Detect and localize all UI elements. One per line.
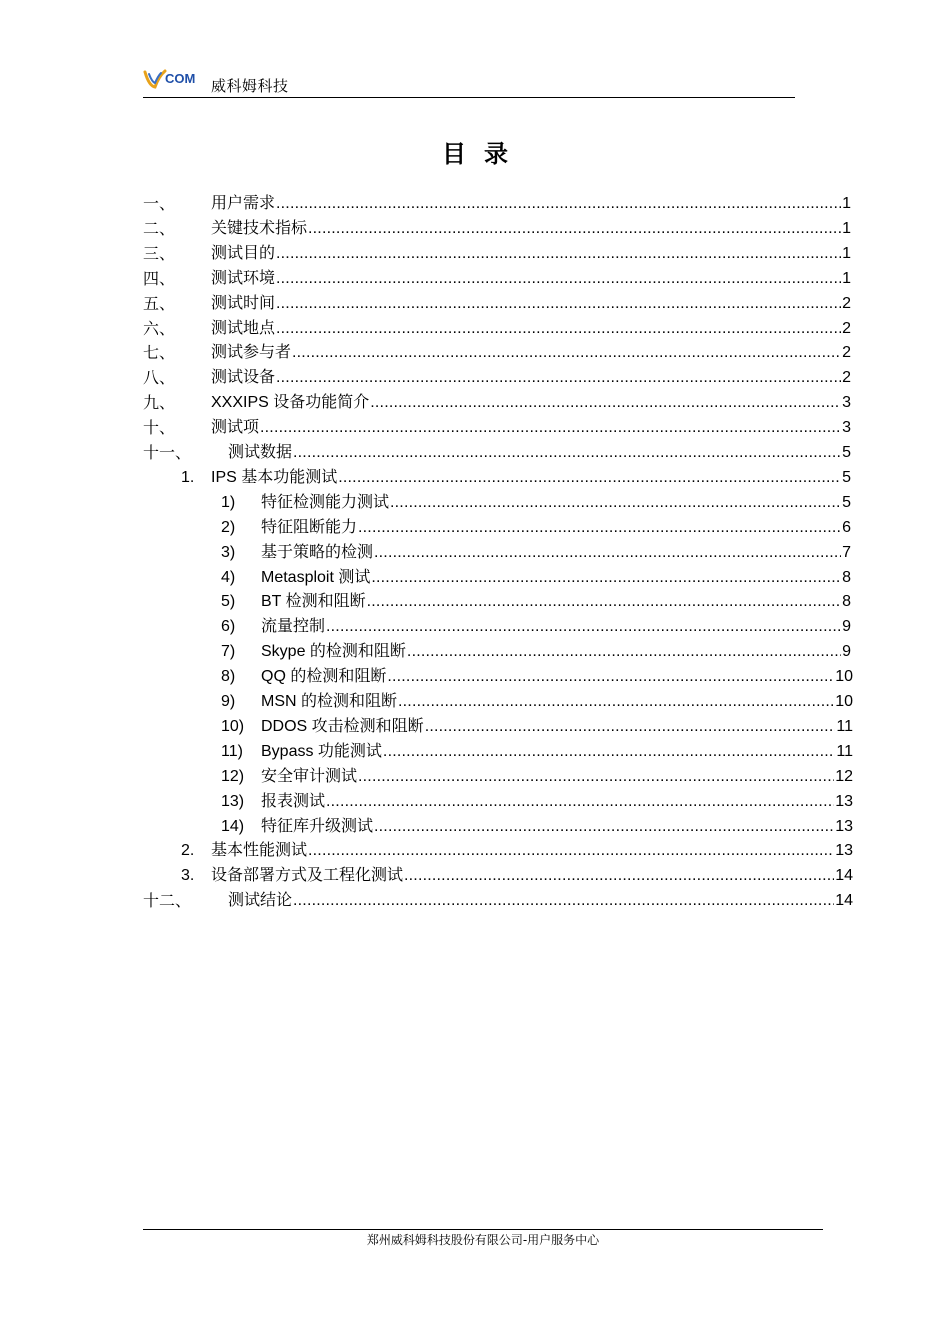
toc-entry-page: 5 <box>842 444 851 461</box>
toc-entry-number: 十二、 <box>143 891 192 911</box>
toc-entry-number: 6) <box>221 618 236 636</box>
toc-entry-page: 2 <box>842 294 851 312</box>
toc-entry-number: 八、 <box>143 368 176 388</box>
toc-entry-label: 测试时间 <box>211 294 276 312</box>
page-header <box>143 66 795 98</box>
toc-leader-dots <box>326 617 841 637</box>
toc-entry[interactable] <box>221 812 853 837</box>
toc-entry-page: 1 <box>842 219 851 237</box>
toc-entry-number: 七、 <box>143 343 176 363</box>
toc-entry-page: 7 <box>842 543 851 561</box>
toc-entry-label: 安全审计测试 <box>261 767 358 785</box>
vcom-logo <box>143 68 209 90</box>
toc-entry[interactable] <box>221 587 851 612</box>
toc-entry-number: 四、 <box>143 268 176 288</box>
toc-entry-label: 报表测试 <box>261 792 326 810</box>
toc-entry-label: 测试设备 <box>211 369 276 387</box>
toc-leader-dots <box>276 269 841 289</box>
toc-leader-dots <box>374 817 834 837</box>
toc-entry[interactable] <box>143 289 851 314</box>
toc-entry[interactable] <box>143 438 851 463</box>
toc-entry-page: 5 <box>842 468 851 486</box>
toc-leader-dots <box>390 493 841 513</box>
toc-entry-page: 12 <box>835 767 853 785</box>
toc-entry-page: 9 <box>842 618 851 636</box>
toc-entry-label: 用户需求 <box>211 195 276 212</box>
toc-leader-dots <box>358 767 834 787</box>
toc-entry[interactable] <box>143 886 853 911</box>
toc-leader-dots <box>425 717 836 737</box>
toc-leader-dots <box>293 891 834 911</box>
toc-entry-label: 基本性能测试 <box>211 842 308 860</box>
toc-entry[interactable] <box>221 662 853 687</box>
toc-entry-label: 特征阻断能力 <box>261 518 358 536</box>
toc-entry-page: 10 <box>835 668 853 686</box>
toc-entry-number: 2. <box>181 842 195 860</box>
toc-entry-page: 8 <box>842 568 851 586</box>
toc-leader-dots <box>387 667 834 687</box>
toc-leader-dots <box>293 443 841 463</box>
toc-entry-number: 十、 <box>143 418 176 438</box>
toc-entry[interactable] <box>221 563 851 588</box>
toc-leader-dots <box>338 468 841 488</box>
toc-entry-label: DDOS 攻击检测和阻断 <box>261 717 424 735</box>
toc-leader-dots <box>374 543 841 563</box>
footer-divider <box>143 1229 823 1230</box>
toc-entry-page: 9 <box>842 643 851 661</box>
toc-entry-label: IPS 基本功能测试 <box>211 468 338 486</box>
toc-entry-label: 基于策略的检测 <box>261 543 374 561</box>
toc-entry[interactable] <box>143 239 851 264</box>
toc-entry-number: 9) <box>221 693 236 710</box>
toc-entry-number: 2) <box>221 518 236 536</box>
toc-entry-label: Metasploit 测试 <box>261 568 371 586</box>
toc-entry-number: 5) <box>221 593 236 611</box>
toc-entry-page: 10 <box>835 693 853 710</box>
toc-entry-page: 11 <box>836 742 853 760</box>
toc-entry[interactable] <box>143 363 851 388</box>
toc-leader-dots <box>276 244 841 264</box>
toc-leader-dots <box>407 642 841 662</box>
toc-entry-number: 11) <box>221 742 243 760</box>
toc-entry-page: 1 <box>842 269 851 287</box>
toc-entry-page: 1 <box>842 195 851 212</box>
toc-entry-number: 五、 <box>143 293 176 313</box>
toc-entry-number: 13) <box>221 792 245 810</box>
toc-entry-page: 6 <box>842 518 851 536</box>
toc-entry[interactable] <box>143 388 851 413</box>
toc-entry[interactable] <box>181 463 851 488</box>
toc-entry[interactable] <box>143 338 851 363</box>
toc-entry-page: 3 <box>842 394 851 412</box>
company-name: 威科姆科技 <box>211 77 289 95</box>
toc-entry-label: 测试参与者 <box>211 344 292 362</box>
toc-entry-page: 3 <box>842 419 851 437</box>
toc-entry[interactable] <box>221 637 851 662</box>
toc-entry-number: 3. <box>181 867 195 885</box>
toc-entry-label: 测试环境 <box>211 269 276 287</box>
toc-entry-label: 测试地点 <box>211 319 276 337</box>
toc-leader-dots <box>383 742 835 762</box>
toc-entry-number: 1. <box>181 468 195 486</box>
footer-text: 郑州威科姆科技股份有限公司-用户服务中心 <box>366 1233 600 1247</box>
toc-entry-number: 12) <box>221 767 245 785</box>
toc-entry-label: 关键技术指标 <box>211 219 308 237</box>
toc-entry-label: 测试数据 <box>228 444 293 461</box>
toc-entry-page: 14 <box>835 867 853 885</box>
toc-entry-label: Bypass 功能测试 <box>261 742 382 760</box>
toc-entry[interactable] <box>143 214 851 239</box>
toc-leader-dots <box>308 841 834 861</box>
toc-entry[interactable] <box>143 314 851 339</box>
toc-entry[interactable] <box>221 712 853 737</box>
toc-entry[interactable] <box>221 762 853 787</box>
toc-entry[interactable] <box>143 264 851 289</box>
toc-leader-dots <box>358 518 841 538</box>
toc-entry-label: 特征库升级测试 <box>261 817 374 835</box>
toc-entry[interactable] <box>181 836 853 861</box>
toc-entry-number: 九、 <box>143 393 176 413</box>
page-title: 目录 <box>442 140 526 168</box>
toc-entry[interactable] <box>221 612 851 637</box>
toc-leader-dots <box>276 194 841 214</box>
toc-entry-page: 11 <box>836 717 853 735</box>
toc-entry-page: 2 <box>842 319 851 337</box>
toc-entry[interactable] <box>221 787 853 812</box>
toc-entry-label: 测试项 <box>211 419 260 437</box>
toc-entry-number: 三、 <box>143 243 176 263</box>
toc-entry-page: 2 <box>842 344 851 362</box>
toc-entry-page: 13 <box>835 842 853 860</box>
toc-entry-number: 一、 <box>143 194 176 213</box>
toc-entry-label: 流量控制 <box>261 618 326 636</box>
toc-entry-label: 设备部署方式及工程化测试 <box>211 867 404 885</box>
toc-entry-label: Skype 的检测和阻断 <box>261 643 406 661</box>
toc-leader-dots <box>276 319 841 339</box>
toc-leader-dots <box>398 692 834 712</box>
toc-leader-dots <box>260 418 841 438</box>
toc-entry[interactable] <box>221 488 851 513</box>
toc-entry-number: 14) <box>221 817 245 835</box>
svg-text:COM: COM <box>165 71 196 86</box>
toc-entry-number: 8) <box>221 668 236 686</box>
toc-entry[interactable] <box>143 189 851 214</box>
toc-entry-number: 1) <box>221 493 236 511</box>
toc-entry[interactable] <box>221 687 853 712</box>
toc-entry-page: 14 <box>835 892 853 910</box>
toc-entry-label: QQ 的检测和阻断 <box>261 668 387 686</box>
toc-leader-dots <box>326 792 834 812</box>
toc-entry-number: 3) <box>221 543 236 561</box>
toc-leader-dots <box>292 343 841 363</box>
toc-entry-label: XXXIPS 设备功能简介 <box>211 394 370 412</box>
toc-entry-page: 8 <box>842 593 851 611</box>
toc-entry-number: 10) <box>221 717 245 735</box>
toc-entry-page: 1 <box>842 244 851 262</box>
toc-entry[interactable] <box>221 538 851 563</box>
toc-entry-page: 13 <box>835 817 853 835</box>
toc-leader-dots <box>276 368 841 388</box>
toc-entry[interactable] <box>181 861 853 886</box>
toc-leader-dots <box>370 393 841 413</box>
toc-entry-label: BT 检测和阻断 <box>261 593 366 611</box>
toc-entry-label: 测试结论 <box>228 892 293 910</box>
toc-entry-page: 13 <box>835 792 853 810</box>
toc-leader-dots <box>367 592 841 612</box>
toc-leader-dots <box>371 568 841 588</box>
toc-leader-dots <box>276 294 841 314</box>
toc-entry-label: MSN 的检测和阻断 <box>261 693 398 710</box>
toc-entry[interactable] <box>221 737 853 762</box>
toc-entry-number: 六、 <box>143 318 176 338</box>
toc-entry-number: 十一、 <box>143 443 192 462</box>
toc-entry-number: 7) <box>221 643 236 661</box>
toc-entry[interactable] <box>143 413 851 438</box>
toc-entry-number: 二、 <box>143 218 176 238</box>
toc-leader-dots <box>404 866 834 886</box>
toc-entry-number: 4) <box>221 568 236 586</box>
toc-entry-label: 测试目的 <box>211 244 276 262</box>
toc-entry-page: 2 <box>842 369 851 387</box>
toc-entry[interactable] <box>221 513 851 538</box>
toc-entry-page: 5 <box>842 493 851 511</box>
toc-leader-dots <box>308 219 841 239</box>
toc-entry-label: 特征检测能力测试 <box>261 493 390 511</box>
